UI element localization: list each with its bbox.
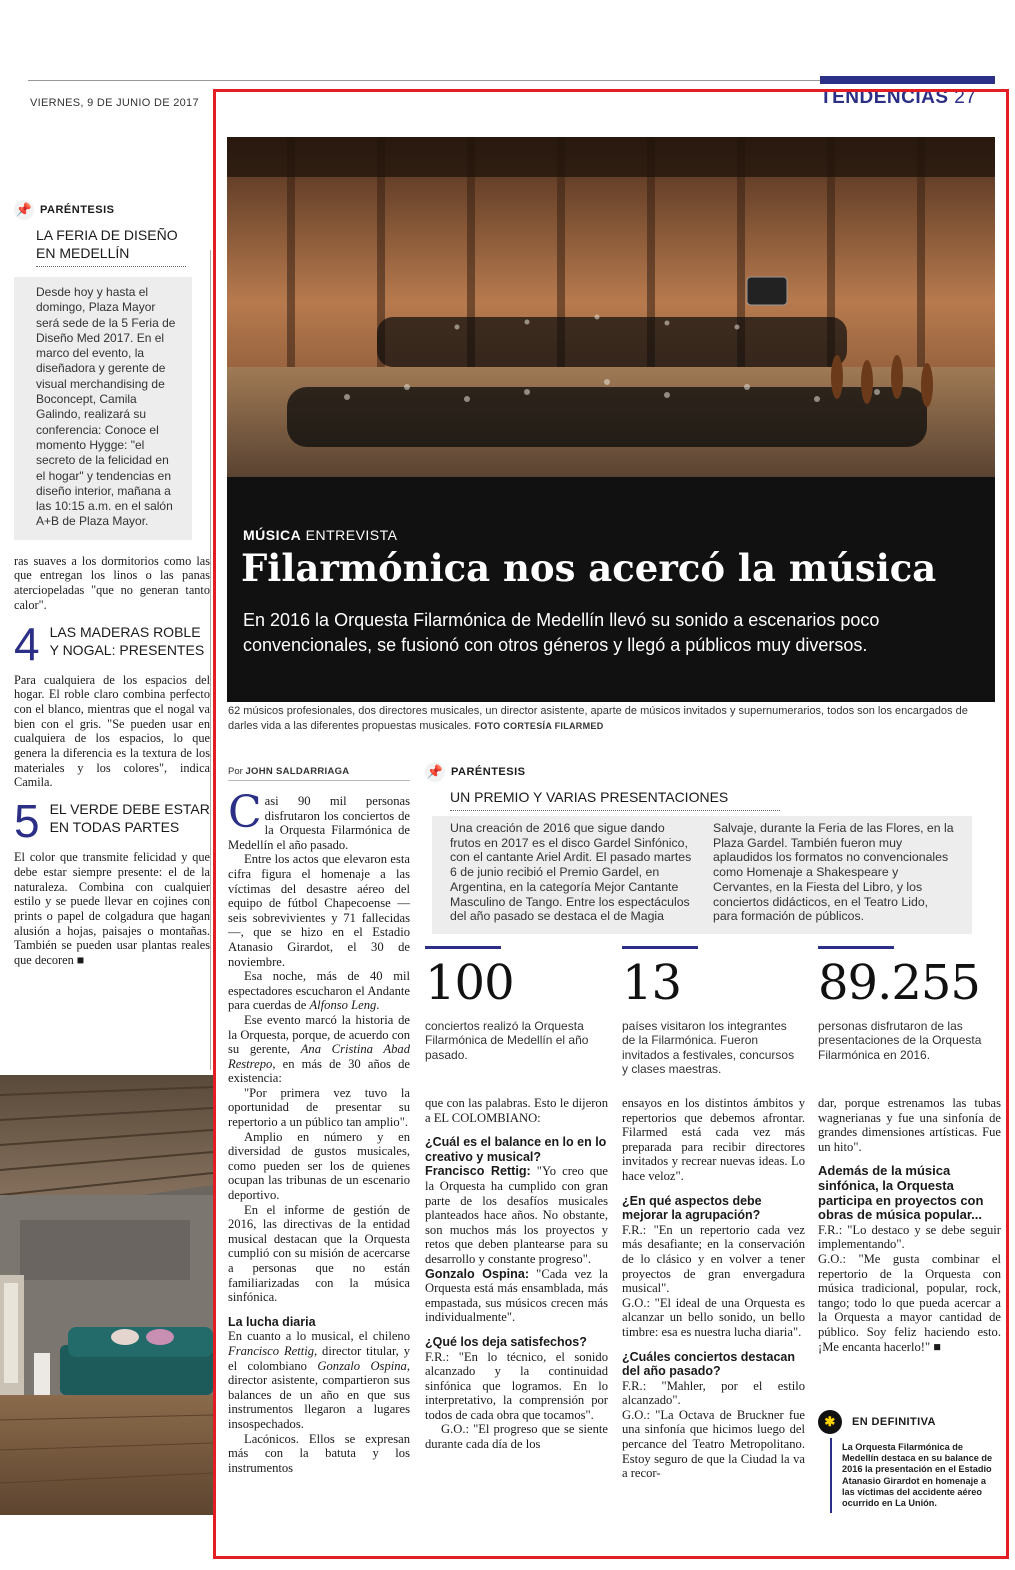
answer: G.O.: "Me gusta combinar el repertorio de la Orquesta con música tradicional, popular, rock, tango; todo lo que pueda acercar a la Orquesta a mayor cantidad de público. Soy feliz haciendo esto. ¡Me encanta hacerlo!" ■ bbox=[818, 1251, 1001, 1354]
article-column-3 bbox=[622, 1096, 805, 1481]
section-header bbox=[820, 87, 976, 109]
sidebar-parentesis-header bbox=[14, 200, 210, 220]
name-italic: Ana Cristina Abad Restrepo bbox=[228, 1042, 410, 1071]
tip-title: EL VERDE DEBE ESTAR EN TODAS PARTES bbox=[49, 801, 210, 836]
answer bbox=[425, 1267, 608, 1325]
tip-title: LAS MADERAS ROBLE Y NOGAL: PRESENTES bbox=[49, 623, 205, 658]
question: ¿En qué aspectos debe mejorar la agrupación? bbox=[622, 1193, 762, 1223]
tip-5 bbox=[14, 795, 210, 848]
stat-audience bbox=[818, 946, 998, 1062]
paragraph: "Por primera vez tuvo la oportunidad de presentar su repertorio a un público tan amplio". bbox=[228, 1085, 410, 1130]
en-definitiva-label: EN DEFINITIVA bbox=[852, 1416, 936, 1428]
sidebar-column bbox=[14, 200, 210, 968]
stat-concerts bbox=[425, 946, 605, 1062]
paragraph-text: . bbox=[376, 998, 380, 1013]
paragraph: ensayos en los distintos ámbitos y repertorios que debemos afrontar. Filarmed está cada vez más preparada para recibir directores invitados y recrear nuevas ideas. Lo hace veloz". bbox=[622, 1096, 805, 1183]
paragraph-text: , director titular, y el colombiano bbox=[228, 1343, 410, 1373]
article-column-1 bbox=[228, 787, 411, 1475]
sidebar-continued-text: ras suaves a los dormitorios como las que entregan los linos o las panas aterciopeladas "que no generan tanto calor". bbox=[14, 553, 210, 612]
paragraph bbox=[228, 1329, 410, 1431]
parentesis-box-2 bbox=[425, 762, 995, 821]
answer-text: "Cada vez la Orquesta está más ensamblada, más empastada, sus músicos crecen más individualmente". bbox=[425, 1266, 609, 1325]
answer: G.O.: "El ideal de una Orquesta es alcanzar un bello sonido, un bello timbre: esa es nuestra lucha diaria". bbox=[622, 1295, 805, 1339]
paragraph bbox=[228, 1013, 410, 1086]
article-headline: Filarmónica nos acercó la música bbox=[241, 546, 937, 590]
caption-text: 62 músicos profesionales, dos directores musicales, un director asistente, aparte de músicos invitados y supernumerarios, todos son los encargados de darles vida a las diferentes propuestas musicales. bbox=[228, 705, 968, 732]
sidebar-box-title: LA FERIA DE DISEÑO EN MEDELLÍN bbox=[36, 226, 186, 267]
paragraph: En el informe de gestión de 2016, las directivas de la entidad musical destacan que la Orquesta cumplió con su misión de acercarse a personas que no están familiarizadas con la música sinfónica. bbox=[228, 1202, 410, 1305]
tip-body: El color que transmite felicidad y que debe estar siempre presente: el de la naturaleza. Combina con cualquier estilo y se puede llevar en cojines con prints o papel de colgadura que hagan alusión a hojas, paisajes o montañas. También se pueden usar plantas reales que decoren ■ bbox=[14, 850, 210, 968]
byline-prefix: Por bbox=[228, 766, 246, 777]
stat-value: 100 bbox=[425, 955, 514, 1011]
tip-number: 4 bbox=[14, 617, 40, 670]
kicker-type: ENTREVISTA bbox=[301, 527, 398, 543]
stat-text: países visitaron los integrantes de la Filarmónica. Fueron invitados a festivales, concursos y clases maestras. bbox=[622, 1019, 795, 1076]
question: Además de la música sinfónica, la Orquesta participa en proyectos con obras de música popular... bbox=[818, 1163, 984, 1223]
question: ¿Cuáles conciertos destacan del año pasado? bbox=[622, 1349, 795, 1379]
stat-text: personas disfrutaron de las presentaciones de la Orquesta Filarmónica en 2016. bbox=[818, 1019, 982, 1062]
byline-rule bbox=[228, 780, 410, 781]
parentesis-title: UN PREMIO Y VARIAS PRESENTACIONES bbox=[450, 788, 780, 811]
stat-value: 13 bbox=[622, 955, 682, 1011]
paragraph-text: , director asistente, compartieron sus balances de un año en que sus instrumentos llegaron a lugares insospechados. bbox=[228, 1358, 411, 1431]
answer-text: "Yo creo que la Orquesta ha cumplido con gran parte de los desafíos musicales planteados hace años. No obstante, son muchos más los proyectos y retos que deben plantearse para su desarrollo y constante progreso". bbox=[425, 1164, 608, 1266]
issue-date: VIERNES, 9 DE JUNIO DE 2017 bbox=[30, 97, 199, 109]
stat-value: 89.255 bbox=[818, 955, 980, 1011]
page-number: 27 bbox=[954, 87, 977, 108]
article-deck: En 2016 la Orquesta Filarmónica de Medellín llevó su sonido a escenarios poco convencionales, se fusionó con otros géneros y llegó a públicos muy diversos. bbox=[243, 610, 880, 655]
photo-credit: FOTO CORTESÍA FILARMED bbox=[474, 721, 604, 731]
paragraph-text: Esa noche, más de 40 mil espectadores escucharon el Andante para cuerdas de bbox=[228, 969, 410, 1013]
paragraph-text: asi 90 mil personas disfrutaron los conciertos de la Orquesta Filarmónica de Medellín el año pasado. bbox=[228, 794, 410, 852]
paragraph: dar, porque estrenamos las tubas wagnerianas y fue una sinfonía de grandes dimensiones artísticas. Fue un hito". bbox=[818, 1096, 1001, 1154]
section-name: TENDENCIAS bbox=[820, 87, 949, 108]
name-italic: Gonzalo Ospina bbox=[317, 1358, 407, 1373]
article-kicker bbox=[243, 527, 398, 543]
parentesis-body: Una creación de 2016 que sigue dando frutos en 2017 es el disco Gardel Sinfónico, con el cantante Ariel Ardit. El pasado martes 6 de junio recibió el Premio Gardel, en Argentina, en la categoría Mejor Cantante Masculino de Tango. Entre los espectáculos del año pasado se destaca el de Magia Salvaje, durante la Feria de las Flores, en la Plaza Gardel. También fueron muy aplaudidos los formatos no convencionales como Homenaje a Shakespeare y Cervantes, en la Fiesta del Libro, y los conciertos didácticos, en el Teatro Lido, para formación de públicos. bbox=[432, 816, 972, 934]
en-definitiva-header bbox=[818, 1410, 936, 1434]
paragraph: Lacónicos. Ellos se expresan más con la batuta y los instrumentos bbox=[228, 1431, 410, 1475]
paragraph bbox=[228, 787, 410, 852]
tip-number: 5 bbox=[14, 795, 40, 848]
paragraph: Entre los actos que elevaron esta cifra figura el homenaje a las víctimas del desastre aéreo del equipo de fútbol Chapecoense —seis sobrevivientes y 71 fallecidas—, que se hizo en el Estadio Atanasio Girardot, el 30 de noviembre. bbox=[228, 852, 410, 969]
drop-cap: C bbox=[228, 787, 262, 838]
star-icon: ✱ bbox=[818, 1410, 842, 1434]
subheading: La lucha diaria bbox=[228, 1314, 316, 1329]
article-column-2 bbox=[425, 1096, 608, 1452]
byline bbox=[228, 766, 349, 777]
paragraph: Amplio en número y en diversidad de gustos musicales, como pueden ser los de quienes ocupan las tribunas de un escenario deportivo. bbox=[228, 1129, 410, 1203]
column-divider bbox=[210, 250, 211, 1070]
pin-icon: 📌 bbox=[425, 762, 445, 782]
parentesis-label: PARÉNTESIS bbox=[40, 204, 115, 216]
parentesis-header bbox=[425, 762, 995, 782]
speaker: Francisco Rettig: bbox=[425, 1164, 531, 1179]
speaker: Gonzalo Ospina: bbox=[425, 1266, 530, 1281]
sidebar-box-body: Desde hoy y hasta el domingo, Plaza Mayor será sede de la 5 Feria de Diseño Med 2017. En el marco del evento, la diseñadora y gerente de visual merchandising de Boconcept, Camila Galindo, realizará su conferencia: Conoce el momento Hygge: "el secreto de la felicidad en el hogar" y tendencias en diseño interior, mañana a las 10:15 a.m. en el salón A+B de Plaza Mayor. bbox=[14, 277, 192, 540]
stat-text: conciertos realizó la Orquesta Filarmónica de Medellín el año pasado. bbox=[425, 1019, 589, 1062]
en-definitiva-summary: La Orquesta Filarmónica de Medellín destaca en su balance de 2016 la presentación en el Estadio Atanasio Girardot en homenaje a las víctimas del accidente aéreo ocurrido en La Unión. bbox=[830, 1438, 1000, 1513]
answer bbox=[425, 1164, 608, 1266]
byline-author: JOHN SALDARRIAGA bbox=[245, 766, 350, 777]
photo-caption bbox=[228, 704, 993, 734]
pin-icon: 📌 bbox=[14, 200, 34, 220]
paragraph-text: Ese evento marcó la historia de la Orquesta, porque, de acuerdo con su gerente, bbox=[228, 1012, 410, 1057]
kicker-section: MÚSICA bbox=[243, 527, 302, 543]
paragraph-text: En cuanto a lo musical, el chileno bbox=[228, 1329, 410, 1344]
answer: F.R.: "Mahler, por el estilo alcanzado". bbox=[622, 1378, 805, 1408]
answer: G.O.: "La Octava de Bruckner fue una sinfonía que hicimos luego del percance del Teatro Metropolitano. Estoy seguro de que la Ciudad la va a recor- bbox=[622, 1407, 805, 1481]
article-column-4 bbox=[818, 1096, 1001, 1354]
stat-countries bbox=[622, 946, 802, 1076]
section-color-bar bbox=[820, 76, 995, 84]
answer: F.R.: "En un repertorio cada vez más desafiante; en la conservación de lo clásico y en volver a tener proyectos de gran envergadura musical". bbox=[622, 1222, 805, 1296]
interior-room-photo bbox=[0, 1075, 213, 1515]
answer: F.R.: "En lo técnico, el sonido alcanzado y la continuidad sinfónica que logramos. En lo interpretativo, la comprensión por todos de cada obra que tocamos". bbox=[425, 1349, 608, 1422]
answer: F.R.: "Lo destaco y se debe seguir implementando". bbox=[818, 1222, 1001, 1252]
question: ¿Cuál es el balance en lo en lo creativo y musical? bbox=[425, 1135, 607, 1164]
name-italic: Francisco Rettig bbox=[228, 1343, 315, 1358]
question: ¿Qué los deja satisfechos? bbox=[425, 1334, 587, 1349]
answer: G.O.: "El progreso que se siente durante cada día de los bbox=[425, 1422, 608, 1452]
paragraph-text: , en más de 30 años de existencia: bbox=[228, 1056, 410, 1086]
name-italic: Alfonso Leng bbox=[309, 998, 377, 1013]
tip-body: Para cualquiera de los espacios del hogar. El roble claro combina perfecto con el blanco, mientras que el nogal va bien con el gris. "Se pueden usar en cualquiera de los espacios, lo que genera la diferencia es la textura de los materiales y los colores", indica Camila. bbox=[14, 672, 210, 790]
paragraph: que con las palabras. Esto le dijeron a EL COLOMBIANO: bbox=[425, 1096, 608, 1125]
paragraph bbox=[228, 969, 410, 1013]
tip-4 bbox=[14, 617, 210, 670]
parentesis-label: PARÉNTESIS bbox=[451, 766, 526, 778]
